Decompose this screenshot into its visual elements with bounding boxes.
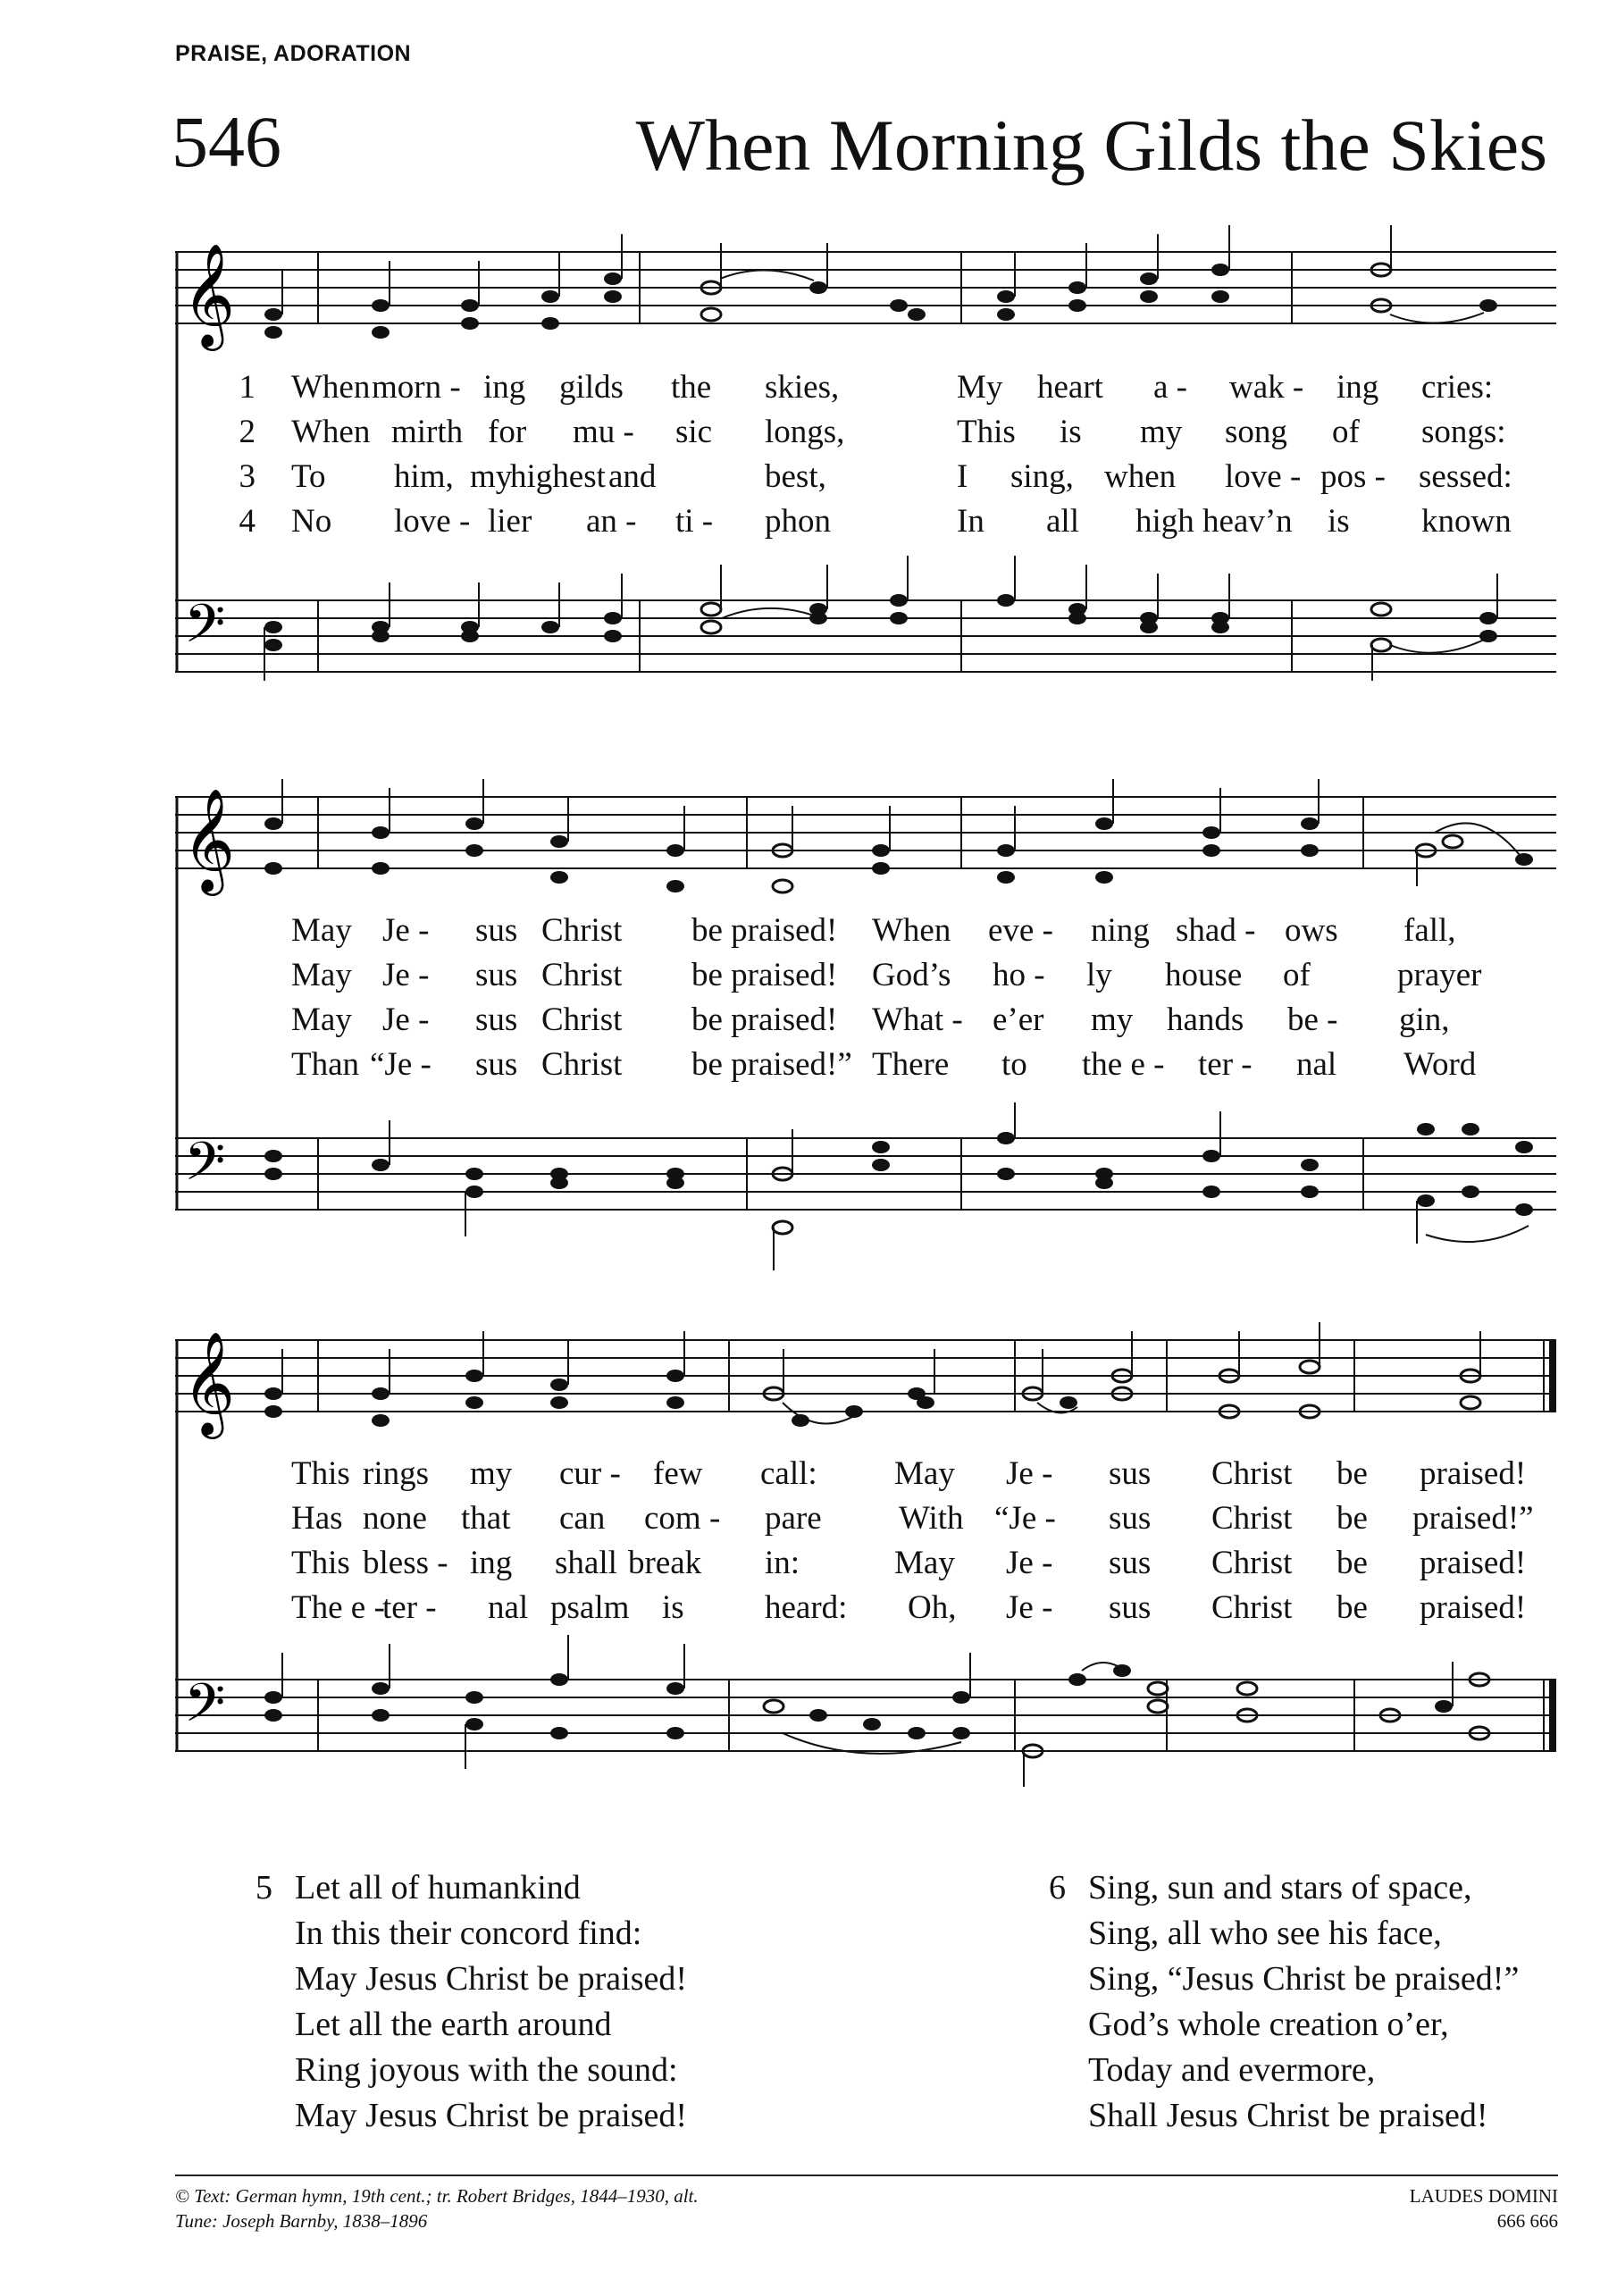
lyric-line-verse-4 [175,1045,1556,1090]
lyric-syllable: Has [291,1500,343,1537]
tune-credit: Tune: Joseph Barnby, 1838–1896 [175,2210,428,2232]
stanza-line: Ring joyous with the sound: [295,2051,678,2089]
treble-notes [264,264,1497,339]
lyric-syllable: sus [1109,1545,1152,1581]
lyric-syllable: songs: [1421,414,1506,450]
tie [720,270,814,281]
lyric-syllable: and [608,458,657,495]
lyric-syllable: God’s [872,957,951,993]
lyric-syllable: Than [291,1046,360,1083]
lyric-syllable: May [894,1545,955,1581]
lyric-syllable: ly [1086,957,1112,993]
lyric-syllable: praised! [1420,1589,1527,1626]
tie [1390,313,1484,323]
stanza-line: Shall Jesus Christ be praised! [1088,2097,1488,2134]
stanza-line: Today and evermore, [1088,2051,1376,2089]
stanza-line: Sing, sun and stars of space, [1088,1869,1472,1906]
lyric-syllable: May [894,1455,955,1492]
lyric-syllable: be praised! [691,1001,838,1038]
bass-clef: 𝄢 [184,1672,226,1747]
lyric-syllable: few [653,1455,703,1492]
lyric-syllable: This [291,1455,350,1492]
hymn-title: When Morning Gilds the Skies [635,105,1547,186]
stanza-line: Sing, “Jesus Christ be praised!” [1088,1960,1520,1998]
lyric-syllable: wak - [1229,369,1304,406]
text-credit: © Text: German hymn, 19th cent.; tr. Robert Bridges, 1844–1930, alt. [175,2185,699,2207]
lyric-syllable: all [1046,503,1079,540]
lyric-syllable: heav’n [1202,503,1293,540]
lyric-syllable: May [291,912,352,949]
lyric-syllable: none [363,1500,427,1537]
stanza-line: Let all the earth around [295,2006,612,2043]
lyric-syllable: pare [765,1500,822,1537]
lyric-syllable: praised! [1420,1545,1527,1581]
lyric-syllable: ti - [675,503,714,540]
lyric-syllable: can [559,1500,606,1537]
lyric-line-verse-3 [175,457,1556,502]
lyric-syllable: May [291,957,352,993]
lyric-syllable: phon [765,503,831,540]
lyric-syllable: Christ [541,912,623,949]
lyric-syllable: shall [555,1545,617,1581]
lyric-syllable: call: [760,1455,817,1492]
lyric-line-verse-4 [175,1588,1556,1633]
lyric-syllable: in: [765,1545,800,1581]
lyric-syllable: ing [1336,369,1379,406]
lyric-syllable: highest [510,458,606,495]
lyric-syllable: ter - [382,1589,437,1626]
lyric-syllable: Je - [382,957,430,993]
lyric-syllable: Christ [1211,1589,1293,1626]
lyric-syllable: my [470,1455,513,1492]
stanza-line: Let all of humankind [295,1869,581,1906]
stanza-6 [1049,1865,1520,2139]
lyric-syllable: May [291,1001,352,1038]
lyric-syllable: be - [1287,1001,1338,1038]
lyric-syllable: With [899,1500,964,1537]
lyric-syllable: mu - [573,414,634,450]
lyric-syllable: high [1135,503,1194,540]
lyric-syllable: heard: [765,1589,848,1626]
lyric-syllable: that [461,1500,511,1537]
lyric-syllable: be [1336,1500,1368,1537]
lyric-syllable: sessed: [1419,458,1512,495]
lyric-syllable: I [957,458,968,495]
stanza-5 [256,1865,688,2139]
lyric-syllable: song [1225,414,1287,450]
lyric-syllable: “Je - [994,1500,1056,1537]
lyric-syllable: for [488,414,527,450]
lyric-syllable: heart [1037,369,1103,406]
lyric-syllable: the [671,369,712,406]
lyric-syllable: shad - [1176,912,1256,949]
lyric-syllable: sus [1109,1589,1152,1626]
lyric-syllable: break [628,1545,702,1581]
lyric-syllable: pos - [1320,458,1386,495]
lyric-syllable: fall, [1403,912,1456,949]
lyric-syllable: an - [586,503,637,540]
lyric-syllable: ing [483,369,526,406]
lyric-syllable: sic [675,414,713,450]
lyric-syllable: to [1001,1046,1027,1083]
lyric-syllable: love - [394,503,471,540]
lyric-syllable: is [1060,414,1082,450]
lyric-syllable: of [1283,957,1311,993]
lyric-syllable: be praised! [691,957,838,993]
lyric-line-verse-2 [175,956,1556,1001]
tune-info [1410,2183,1558,2233]
bass-clef: 𝄢 [184,1130,226,1205]
lyric-syllable: bless - [363,1545,448,1581]
final-barline [1549,1340,1556,1412]
lyric-syllable: com - [644,1500,721,1537]
lyric-line-verse-1 [175,1454,1556,1499]
lyric-syllable: The e - [291,1589,385,1626]
stanza-line: God’s whole creation o’er, [1088,2006,1449,2043]
lyric-syllable: Christ [541,1001,623,1038]
lyric-line-verse-2 [175,1499,1556,1544]
hymn-number: 546 [172,101,281,182]
lyric-syllable: praised!” [1412,1500,1534,1537]
lyric-syllable: be [1336,1545,1368,1581]
lyric-syllable: Christ [541,957,623,993]
lyric-syllable: No [291,503,332,540]
lyric-syllable: hands [1167,1001,1244,1038]
lyric-syllable: sus [475,1001,518,1038]
lyric-syllable: longs, [765,414,845,450]
lyric-syllable: is [662,1589,684,1626]
lyric-syllable: Je - [1006,1455,1053,1492]
treble-clef: 𝄞 [182,242,236,347]
lyric-syllable: house [1165,957,1243,993]
stanza-line: May Jesus Christ be praised! [295,2097,688,2134]
lyric-syllable: In [957,503,984,540]
lyric-syllable: Christ [1211,1545,1293,1581]
lyric-syllable: lier [488,503,532,540]
lyric-syllable: ter - [1198,1046,1253,1083]
treble-staff [175,252,1556,323]
lyric-syllable: my [1140,414,1183,450]
lyric-line-verse-4 [175,502,1556,547]
lyric-syllable: This [291,1545,350,1581]
lyric-syllable: prayer [1397,957,1482,993]
lyric-syllable: Je - [1006,1545,1053,1581]
verse-number: 4 [239,503,256,540]
lyric-syllable: sus [475,957,518,993]
lyric-syllable: cur - [559,1455,621,1492]
lyric-syllable: sus [1109,1455,1152,1492]
lyric-syllable: e’er [993,1001,1044,1038]
stanza-number: 6 [1049,1869,1066,1906]
lyric-syllable: nal [488,1589,529,1626]
verse-number: 2 [239,414,256,450]
stanza-line: Sing, all who see his face, [1088,1915,1442,1952]
lyric-syllable: Word [1403,1046,1477,1083]
lyric-syllable: Je - [1006,1589,1053,1626]
lyric-syllable: Oh, [908,1589,957,1626]
lyric-line-verse-1 [175,911,1556,956]
lyric-line-verse-3 [175,1544,1556,1588]
lyric-line-verse-2 [175,413,1556,457]
lyric-syllable: ho - [993,957,1045,993]
lyric-syllable: is [1328,503,1350,540]
lyric-syllable: be [1336,1455,1368,1492]
lyric-syllable: be [1336,1589,1368,1626]
lyric-syllable: the e - [1082,1046,1165,1083]
lyric-syllable: of [1332,414,1360,450]
footer-divider [175,2174,1558,2176]
stanza-line: In this their concord find: [295,1915,642,1952]
lyric-syllable: When [291,369,371,406]
lyric-syllable: ning [1091,912,1150,949]
lyric-syllable: “Je - [370,1046,431,1083]
lyric-line-verse-3 [175,1001,1556,1045]
treble-clef: 𝄞 [182,1330,236,1435]
lyric-syllable: when [1104,458,1177,495]
lyric-syllable: Je - [382,912,430,949]
bass-half-notes [701,603,1391,651]
lyric-syllable: cries: [1421,369,1494,406]
lyric-syllable: sus [1109,1500,1152,1537]
lyric-syllable: When [872,912,951,949]
lyric-syllable: sus [475,1046,518,1083]
tune-name: LAUDES DOMINI [1409,2185,1558,2207]
lyric-syllable: known [1421,503,1512,540]
lyric-syllable: gilds [559,369,624,406]
lyric-syllable: There [872,1046,950,1083]
lyric-syllable: sing, [1010,458,1074,495]
lyric-syllable: nal [1296,1046,1337,1083]
verse-number: 1 [239,369,256,406]
lyric-syllable: Christ [1211,1455,1293,1492]
lyric-syllable: ing [470,1545,513,1581]
lyric-syllable: My [957,369,1003,406]
lyric-line-verse-1 [175,368,1556,413]
lyric-syllable: love - [1225,458,1302,495]
bass-clef: 𝄢 [184,592,226,667]
verse-number: 3 [239,458,256,495]
lyric-syllable: morn - [372,369,461,406]
credits [175,2183,699,2233]
lyric-syllable: my [470,458,513,495]
lyric-syllable: skies, [765,369,840,406]
lyric-syllable: be praised! [691,912,838,949]
lyric-syllable: rings [363,1455,429,1492]
lyric-syllable: gin, [1399,1001,1450,1038]
meter: 666 666 [1496,2210,1558,2232]
lyric-syllable: This [957,414,1016,450]
lyric-syllable: my [1091,1001,1134,1038]
lyric-syllable: praised! [1420,1455,1527,1492]
lyric-syllable: What - [872,1001,963,1038]
treble-half-notes [701,264,1391,321]
lyric-syllable: be praised!” [691,1046,852,1083]
lyric-syllable: sus [475,912,518,949]
lyric-syllable: mirth [391,414,464,450]
lyric-syllable: eve - [988,912,1053,949]
lyric-syllable: him, [394,458,454,495]
lyric-syllable: Christ [1211,1500,1293,1537]
lyric-syllable: a - [1153,369,1187,406]
lyric-syllable: Christ [541,1046,623,1083]
lyric-syllable: To [291,458,326,495]
lyric-syllable: psalm [550,1589,630,1626]
lyric-syllable: Je - [382,1001,430,1038]
bass-notes [264,594,1497,651]
stanza-line: May Jesus Christ be praised! [295,1960,688,1998]
lyric-syllable: best, [765,458,826,495]
lyric-syllable: ows [1285,912,1338,949]
lyric-syllable: When [291,414,371,450]
section-heading: PRAISE, ADORATION [175,41,412,66]
stanza-number: 5 [256,1869,272,1906]
treble-clef: 𝄞 [182,787,236,892]
